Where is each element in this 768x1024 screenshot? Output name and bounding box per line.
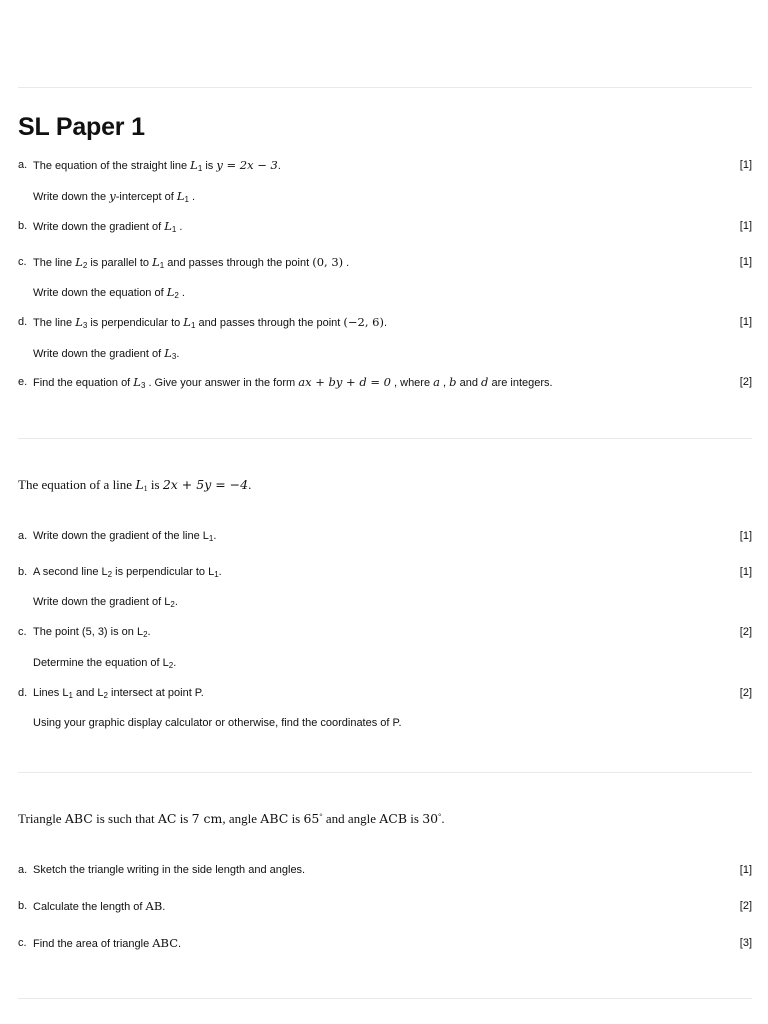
part-text: Sketch the triangle writing in the side length and angles. [33, 864, 306, 876]
q1-part-a [18, 155, 752, 175]
q1-part-a-instruction: Write down the y-intercept of $L_1$ . [33, 189, 196, 204]
part-letter: e. [18, 376, 28, 388]
part-letter: d. [18, 316, 28, 328]
marks-label: [2] [739, 687, 752, 699]
part-letter: c. [18, 256, 27, 268]
q3-stem: Triangle ABC is such that AC is 7 cm, angle ABC is 65° and angle ACB is 30°. [18, 811, 445, 826]
q1-part-d-instruction: Write down the gradient of $L_3$. [33, 346, 180, 361]
part-text: The line $L_2$ is parallel to $L_1$ and passes through the point (0, 3) . [33, 255, 350, 270]
part-text: A second line $L_2$ is perpendicular to $L_1$. [33, 566, 222, 579]
section-divider [18, 772, 752, 773]
part-letter: d. [18, 687, 28, 699]
section-divider [18, 438, 752, 439]
part-letter: c. [18, 937, 27, 949]
bottom-divider [18, 998, 752, 999]
marks-label: [1] [739, 316, 752, 328]
part-letter: b. [18, 220, 28, 232]
marks-label: [3] [739, 937, 752, 949]
part-text: Write down the gradient of the line $L_1$. [33, 530, 217, 543]
marks-label: [2] [739, 900, 752, 912]
marks-label: [1] [739, 220, 752, 232]
q1-part-e [18, 372, 752, 392]
q2-part-d-instruction: Using your graphic display calculator or otherwise, find the coordinates of P. [33, 717, 402, 729]
marks-label: [2] [739, 376, 752, 388]
part-text: The line $L_3$ is perpendicular to $L_1$ and passes through the point (−2, 6). [33, 315, 388, 330]
part-text: Find the equation of $L_3$ . Give your answer in the form ax + by + d = 0 , where a , b and d are integers. [33, 375, 553, 390]
q2-stem: The equation of a line $L_1$ is 2x + 5y = −4. [18, 477, 252, 493]
part-text: The equation of the straight line $L_1$ is y = 2x − 3. [33, 158, 281, 173]
part-text: Find the area of triangle ABC. [33, 936, 182, 950]
part-letter: a. [18, 864, 28, 876]
q2-part-b [18, 562, 752, 582]
part-text: Lines $L_1$ and $L_2$ intersect at point P. [33, 687, 204, 700]
q1-part-c [18, 252, 752, 272]
top-divider [18, 87, 752, 88]
part-letter: a. [18, 530, 28, 542]
marks-label: [2] [739, 626, 752, 638]
part-letter: b. [18, 566, 28, 578]
marks-label: [1] [739, 530, 752, 542]
part-text: Calculate the length of AB. [33, 899, 166, 913]
q1-part-d [18, 312, 752, 332]
q1-part-b [18, 216, 752, 236]
q2-part-c [18, 622, 752, 642]
marks-label: [1] [739, 864, 752, 876]
marks-label: [1] [739, 159, 752, 171]
q3-part-c [18, 933, 752, 953]
part-letter: c. [18, 626, 27, 638]
q2-part-d [18, 683, 752, 703]
part-letter: a. [18, 159, 28, 171]
q2-part-b-instruction: Write down the gradient of $L_2$. [33, 596, 178, 609]
marks-label: [1] [739, 566, 752, 578]
q2-part-c-instruction: Determine the equation of $L_2$. [33, 657, 177, 670]
part-text: The point (5, 3) is on $L_2$. [33, 626, 151, 639]
q3-part-b [18, 896, 752, 916]
marks-label: [1] [739, 256, 752, 268]
q1-part-c-instruction: Write down the equation of $L_2$ . [33, 285, 185, 300]
q2-part-a [18, 526, 752, 546]
part-letter: b. [18, 900, 28, 912]
q3-part-a [18, 860, 752, 880]
page-title: SL Paper 1 [18, 113, 145, 141]
part-text: Write down the gradient of $L_1$ . [33, 219, 183, 234]
